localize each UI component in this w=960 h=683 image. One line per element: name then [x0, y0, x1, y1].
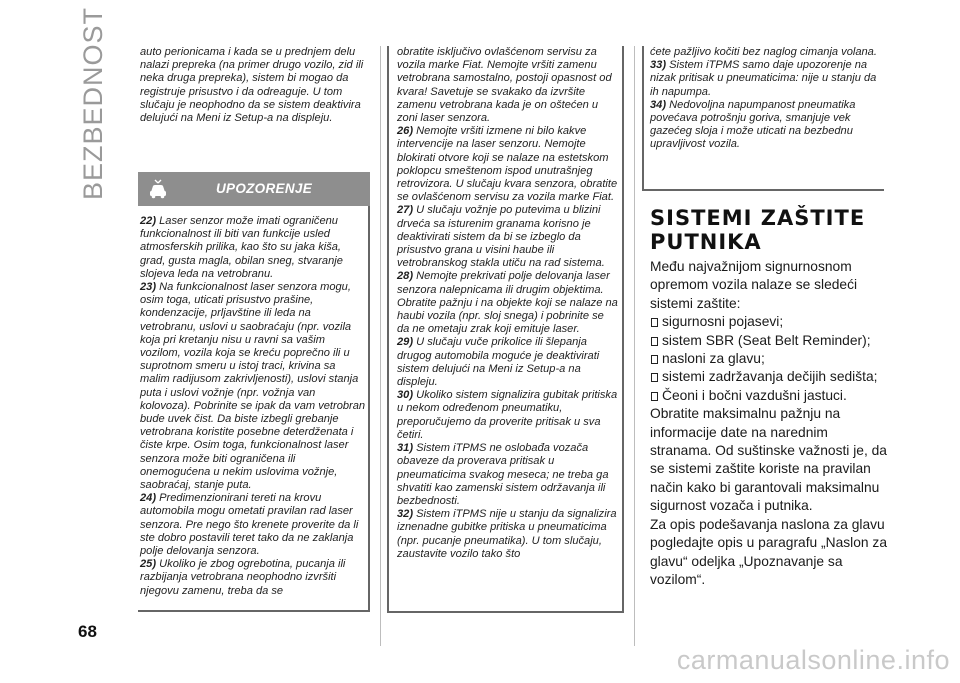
list-item: sigurnosni pojasevi; — [650, 313, 890, 331]
bullet-icon — [651, 373, 658, 382]
note-item: 31) Sistem iTPMS ne oslobađa vozača obaveze da proverava pritisak u pneumaticima svakog meseca; ne treba ga shvatiti kao zamenski sistem održavanja ili bezbednosti. — [397, 442, 609, 507]
note-item: 34) Nedovoljna napumpanost pneumatika povećava potrošnju goriva, smanjuje vek gazećeg sloja i može uticati na bezbednu upravljivost vozila. — [650, 98, 856, 151]
bullet-icon — [651, 337, 658, 346]
note-item: 24) Predimenzionirani tereti na krovu automobila mogu ometati pravilan rad laser senzora. Pre nego što krenete proverite da li ste dobro postavili teret tako da ne zaklanja polje delovanja senzora. — [140, 492, 359, 558]
warning-box-border — [387, 611, 624, 613]
list-item: sistemi zadržavanja dečijih sedišta; — [650, 368, 890, 386]
column-separator — [380, 46, 381, 646]
warning-notes-3 — [650, 46, 882, 152]
watermark: carmanualsonline.info — [676, 645, 950, 675]
note-item: 26) Nemojte vršiti izmene ni bilo kakve intervencije na laser senzoru. Nemojte blokirati otvore koji se nalaze na estetskom poklopcu smeštenom ispod unutrašnjeg retrovizora. U slučaju kvara senzora, obratite se ovlašćenom servisu za vozila marke Fiat. — [397, 125, 618, 204]
paragraph: ćete pažljivo kočiti bez naglog cimanja volana. — [650, 46, 877, 58]
bullet-icon — [651, 392, 658, 401]
warning-box-border — [622, 46, 624, 612]
note-item: 32) Sistem iTPMS nije u stanju da signalizira iznenadne gubitke pritiska u pneumaticima (npr. pucanje pneumatika). U tom slučaju, zaustavite vozilo tako što — [397, 508, 617, 560]
paragraph: Među najvažnijom signurnosnom opremom vozila nalaze se sledeći sistemi zaštite: — [650, 259, 858, 311]
column-1-intro — [140, 46, 368, 125]
note-item: 29) U slučaju vuče prikolice ili šlepanja drugog automobila moguće je deaktivirati sistem delujući na Meni iz Setup-a na displeju. — [397, 336, 600, 389]
column-separator — [634, 46, 635, 646]
paragraph: obratite isključivo ovlašćenom servisu za vozila marke Fiat. Nemojte vršiti zamenu vetrobrana samostalno, postoji opasnost od kvara! Savetuje se svakako da izvršite zamenu vetrobrana kada je on oštećen u zoni laser senzora. — [397, 46, 612, 125]
note-item: 22) Laser senzor može imati ograničenu funkcionalnost ili biti van funkcije usled atmosferskih prilika, kao što su jaka kiša, grad, gusta magla, obilan sneg, stvaranje slojeva leda na vetrobranu. — [140, 215, 343, 280]
bullet-list — [650, 313, 890, 405]
paragraph: Za opis podešavanja naslona za glavu pogledajte opis u paragrafu „Naslon za glavu“ odeljka „Upoznavanje sa vozilom“. — [650, 516, 887, 587]
paragraph: Obratite maksimalnu pažnju na informacije date na narednim stranama. Od suštinske važnosti je, da se sistemi zaštite koriste na pravilan način kako bi garantovali maksimalnu sigurnost vozača i putnika. — [650, 406, 887, 514]
section-body — [650, 258, 890, 589]
note-item: 30) Ukoliko sistem signalizira gubitak pritiska u nekom određenom pneumatiku, preporučujemo da proverite pritisak u sva četiri. — [397, 389, 618, 441]
warning-box-border — [138, 610, 370, 612]
warning-notes-1 — [140, 215, 368, 598]
note-item: 25) Ukoliko je zbog ogrebotina, pucanja ili razbijanja vetrobrana neophodno izvršiti njegovu zamenu, treba da se — [140, 558, 346, 597]
list-item: Čeoni i bočni vazdušni jastuci. — [650, 387, 890, 405]
page-number: 68 — [78, 622, 97, 641]
list-item: sistem SBR (Seat Belt Reminder); — [650, 332, 890, 350]
warning-box-border — [642, 46, 644, 190]
warning-label: UPOZORENJE — [215, 181, 313, 196]
warning-notes-2 — [397, 46, 619, 561]
warning-box-border — [368, 206, 370, 611]
note-item: 23) Na funkcionalnost laser senzora mogu, osim toga, uticati prisustvo prašine, kondenzacije, prljavštine ili leda na vetrobranu, uslovi u saobraćaju (npr. vozila koja pri kretanju nisu u ravni sa vašim vozilom, vozila koja se kreću poprečno ili u suprotnom smeru u istoj traci, krivina sa malim radijusom zakrivljenosti), uslovi stanja puta i uslovi vožnje (npr. vožnja van kolovoza). Pobrinite se ipak da vam vetrobran bude uvek čist. Da biste izbegli grebanje vetrobrana koristite posebne deterdženata i čiste krpe. Osim toga, funkcionalnost laser senzora može biti ograničena ili onemogućena u nekim uslovima vožnje, saobraćaj, stanje puta. — [140, 281, 366, 492]
bullet-icon — [651, 355, 658, 364]
note-item: 27) U slučaju vožnje po putevima u blizini drveća sa isturenim granama korisno je deaktivirati sistem da bi se izbeglo da prisustvo grana u visini haube ili vetrobranskog stakla utiču na rad sistema. — [397, 204, 605, 270]
paragraph: auto perionicama i kada se u prednjem delu nalazi prepreka (na primer drugo vozilo, zid ili neka druga prepreka), sistem bi mogao da registruje prisustvo i da odreaguje. U tom slučaju je neophodno da se sistem deaktivira delujući na Meni iz Setup-a na displeju. — [140, 46, 364, 125]
warning-box-border — [387, 46, 389, 612]
list-item: nasloni za glavu; — [650, 350, 890, 368]
warning-box-border — [642, 189, 884, 191]
bullet-icon — [651, 318, 658, 327]
note-item: 28) Nemojte prekrivati polje delovanja laser senzora nalepnicama ili drugim objektima. Obratite pažnju i na objekte koji se nalaze na haubi vozila (npr. sloj snega) i pobrinite se da ne ometaju zrak koji emituje laser. — [397, 270, 618, 336]
chapter-side-title: BEZBEDNOST — [78, 6, 108, 200]
section-title: SISTEMI ZAŠTITE PUTNIKA — [650, 206, 866, 254]
warning-header — [138, 172, 370, 206]
note-item: 33) Sistem iTPMS samo daje upozorenje na nizak pritisak u pneumaticima: nije u stanju da ih napumpa. — [650, 59, 877, 98]
